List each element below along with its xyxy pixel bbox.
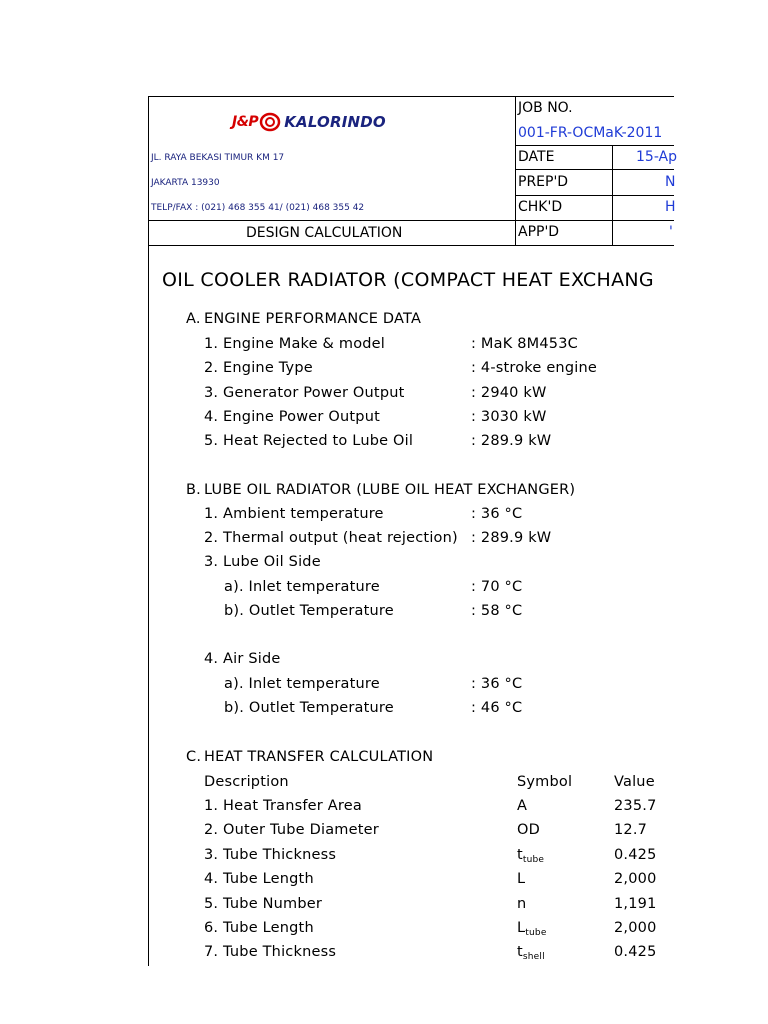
section-b-subitem-label: a). Inlet temperature xyxy=(224,676,380,692)
table-row-value: 0.425 xyxy=(614,944,657,960)
table-row-symbol xyxy=(517,847,544,865)
section-a-letter: A. xyxy=(186,311,201,327)
section-b-item-label: 2. Thermal output (heat rejection) xyxy=(204,530,458,546)
symbol-text: t xyxy=(517,847,523,863)
table-row-description: 5. Tube Number xyxy=(204,896,323,912)
header-bottom-border xyxy=(148,245,674,246)
header-column-divider xyxy=(515,96,516,245)
symbol-text: OD xyxy=(517,822,540,838)
section-b-item-value: : 289.9 kW xyxy=(471,530,552,546)
symbol-text: L xyxy=(517,920,526,936)
symbol-text: L xyxy=(517,871,526,887)
section-b-letter: B. xyxy=(186,482,201,498)
date-label: DATE xyxy=(518,149,555,165)
table-row-description: 1. Heat Transfer Area xyxy=(204,798,362,814)
symbol-subscript: tube xyxy=(522,855,545,865)
company-address-line2: JAKARTA 13930 xyxy=(151,178,220,188)
table-row-symbol xyxy=(517,798,527,816)
section-a-item-label: 5. Heat Rejected to Lube Oil xyxy=(204,433,414,449)
table-row-value: 0.425 xyxy=(614,847,657,863)
table-row-value: 2,000 xyxy=(614,920,657,936)
table-row-symbol xyxy=(517,871,525,889)
section-b-subitem-value: : 70 °C xyxy=(471,579,523,595)
table-row-value: 2,000 xyxy=(614,871,657,887)
table-row-description: 7. Tube Thickness xyxy=(204,944,337,960)
table-row-value: 12.7 xyxy=(614,822,648,838)
section-c-heading: HEAT TRANSFER CALCULATION xyxy=(204,749,434,765)
section-a-item-label: 2. Engine Type xyxy=(204,360,313,376)
symbol-subscript: tube xyxy=(525,928,547,938)
column-header-symbol: Symbol xyxy=(517,774,573,790)
company-address-line1: JL. RAYA BEKASI TIMUR KM 17 xyxy=(151,153,285,163)
column-header-value: Value xyxy=(614,774,655,790)
table-row-description: 6. Tube Length xyxy=(204,920,314,936)
logo-jp-text: J&P xyxy=(232,114,259,130)
section-a-item-value: : 3030 kW xyxy=(471,409,547,425)
table-row-symbol xyxy=(517,896,526,914)
section-a-item-value: : 289.9 kW xyxy=(471,433,552,449)
prep-row-divider xyxy=(515,195,674,196)
section-b-subitem-label: a). Inlet temperature xyxy=(224,579,380,595)
document-type-label: DESIGN CALCULATION xyxy=(246,225,403,241)
section-a-item-label: 4. Engine Power Output xyxy=(204,409,380,425)
table-row-description: 2. Outer Tube Diameter xyxy=(204,822,379,838)
table-row-symbol xyxy=(517,920,547,938)
prep-value: N xyxy=(665,174,676,190)
section-b-item-label: 4. Air Side xyxy=(204,651,281,667)
table-row-value: 235.7 xyxy=(614,798,657,814)
header-top-border xyxy=(148,96,674,97)
section-b-item-label: 1. Ambient temperature xyxy=(204,506,384,522)
section-b-item-label: 3. Lube Oil Side xyxy=(204,554,321,570)
symbol-text: A xyxy=(517,798,528,814)
app-value: ' xyxy=(669,224,673,240)
section-a-item-label: 3. Generator Power Output xyxy=(204,385,405,401)
table-row-symbol xyxy=(517,944,545,962)
section-a-item-value: : 4-stroke engine xyxy=(471,360,597,376)
column-header-description: Description xyxy=(204,774,289,790)
date-value-divider xyxy=(612,145,613,245)
app-label: APP'D xyxy=(518,224,560,240)
company-logo xyxy=(232,112,386,132)
prep-label: PREP'D xyxy=(518,174,569,190)
table-row-value: 1,191 xyxy=(614,896,657,912)
section-b-subitem-value: : 46 °C xyxy=(471,700,523,716)
symbol-text: n xyxy=(517,896,527,912)
date-row-divider xyxy=(515,169,674,170)
logo-kalorindo-text: KALORINDO xyxy=(284,113,386,131)
table-row-description: 4. Tube Length xyxy=(204,871,314,887)
company-telfax: TELP/FAX : (021) 468 355 41/ (021) 468 355 42 xyxy=(151,203,365,213)
section-b-subitem-value: : 36 °C xyxy=(471,676,523,692)
chk-value: H xyxy=(665,199,676,215)
table-row-symbol xyxy=(517,822,540,840)
symbol-text: t xyxy=(517,944,523,960)
document-title: OIL COOLER RADIATOR (COMPACT HEAT EXCHANG xyxy=(162,269,654,291)
section-c-letter: C. xyxy=(186,749,202,765)
date-value: 15-Ap xyxy=(636,149,678,165)
chk-label: CHK'D xyxy=(518,199,563,215)
job-row-divider xyxy=(515,145,674,146)
chk-row-divider xyxy=(148,220,674,221)
job-no-value: 001-FR-OCMaK-2011 xyxy=(518,125,663,141)
section-b-subitem-label: b). Outlet Temperature xyxy=(224,700,394,716)
header-left-border xyxy=(148,96,149,966)
logo-ring-icon xyxy=(259,112,281,132)
section-b-heading: LUBE OIL RADIATOR (LUBE OIL HEAT EXCHANGER) xyxy=(204,482,576,498)
section-b-subitem-value: : 58 °C xyxy=(471,603,523,619)
section-b-subitem-label: b). Outlet Temperature xyxy=(224,603,394,619)
section-a-item-value: : 2940 kW xyxy=(471,385,547,401)
table-row-description: 3. Tube Thickness xyxy=(204,847,337,863)
symbol-subscript: shell xyxy=(522,952,545,962)
section-a-item-label: 1. Engine Make & model xyxy=(204,336,386,352)
job-no-label: JOB NO. xyxy=(518,100,573,116)
section-a-item-value: : MaK 8M453C xyxy=(471,336,578,352)
section-a-heading: ENGINE PERFORMANCE DATA xyxy=(204,311,422,327)
section-b-item-value: : 36 °C xyxy=(471,506,523,522)
